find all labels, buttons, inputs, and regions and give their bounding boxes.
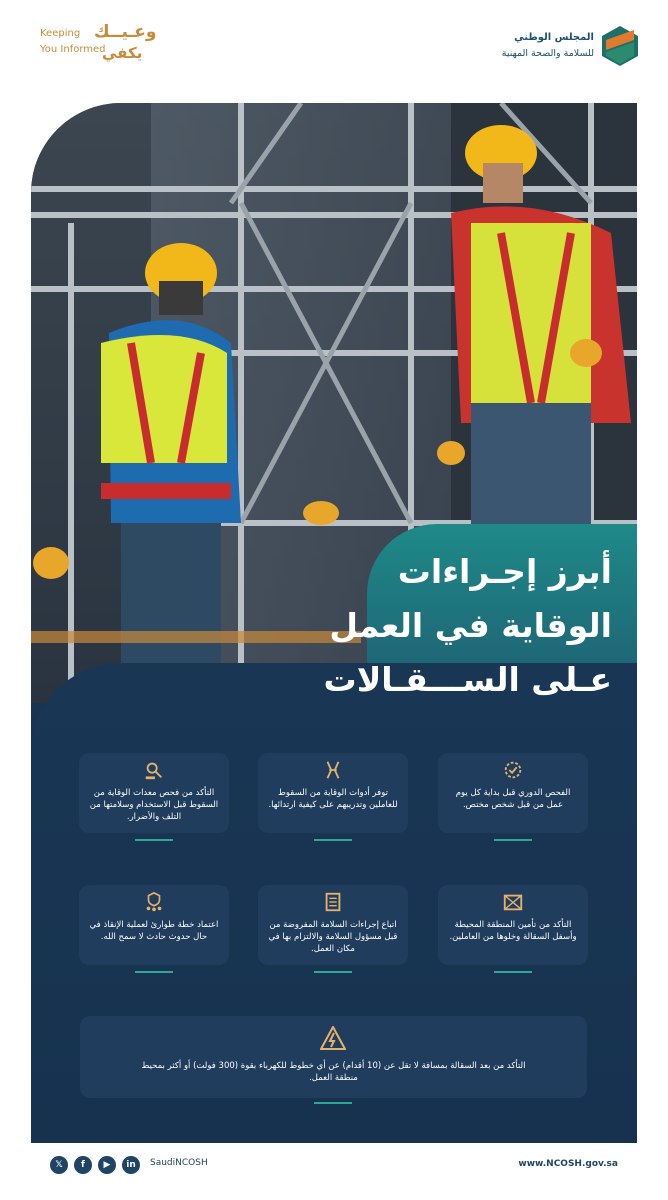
- ncosh-logo-icon: [602, 26, 638, 66]
- youtube-icon[interactable]: ▶: [98, 1156, 116, 1174]
- website-link[interactable]: www.NCOSH.gov.sa: [518, 1159, 618, 1169]
- tip-card: [79, 885, 229, 965]
- tip-text: التأكد من بعد السقالة بمسافة لا تقل عن (10 أقدام) عن أي خطوط للكهرباء بقوة (300 فولت) أو أكثر بمحيط منطقة العمل.: [141, 1061, 526, 1083]
- safety-harness-icon: [322, 759, 344, 781]
- tip-text: اعتماد خطة طوارئ لعملية الإنقاذ في حال حدوث حادث لا سمح الله.: [89, 920, 219, 942]
- org-name-line1: المجلس الوطني: [514, 32, 594, 43]
- electric-warning-icon: [320, 1026, 346, 1050]
- tip-text: توفر أدوات الوقاية من السقوط للعاملين وتدريبهم على كيفية ارتدائها.: [268, 788, 398, 810]
- scaffold-icon: [502, 891, 524, 913]
- tip-card: [79, 753, 229, 833]
- gear-check-icon: [502, 759, 524, 781]
- social-handle: SaudiNCOSH: [150, 1158, 208, 1168]
- title-line-1: أبرز إجـراءات: [397, 552, 612, 591]
- tip-text: التأكد من فحص معدات الوقاية من السقوط قبل الاستخدام وسلامتها من التلف والأضرار.: [89, 788, 219, 822]
- divider: [135, 971, 173, 973]
- org-name-line2: للسلامة والصحة المهنية: [501, 48, 594, 59]
- checklist-icon: [322, 891, 344, 913]
- team-shield-icon: [143, 891, 165, 913]
- x-icon[interactable]: 𝕏: [50, 1156, 68, 1174]
- tagline-en-2: You Informed: [40, 44, 106, 55]
- divider: [314, 1102, 352, 1104]
- tip-card: [438, 885, 588, 965]
- divider: [314, 839, 352, 841]
- inspection-icon: [143, 759, 165, 781]
- divider: [494, 971, 532, 973]
- divider: [314, 971, 352, 973]
- tip-text: اتباع إجراءات السلامة المفروضة من قبل مسؤول السلامة والالتزام بها في مكان العمل.: [268, 920, 398, 954]
- tip-card: [258, 753, 408, 833]
- title-line-2: الوقاية في العمل: [329, 606, 612, 645]
- tagline-ar-1: وعـيــك: [94, 22, 157, 42]
- tagline: [40, 22, 157, 62]
- divider: [135, 839, 173, 841]
- tip-card: [438, 753, 588, 833]
- divider: [494, 839, 532, 841]
- tagline-ar-2: يكفي: [102, 44, 143, 62]
- tagline-en-1: Keeping: [40, 28, 81, 39]
- title-line-3: عـلى الســـقـالات: [323, 660, 612, 699]
- organization-logo: [478, 26, 638, 70]
- facebook-icon[interactable]: f: [74, 1156, 92, 1174]
- tip-text: التأكد من تأمين المنطقة المحيطة وأسفل السقالة وخلوها من العاملين.: [449, 920, 577, 942]
- tip-card-wide: [80, 1016, 587, 1098]
- linkedin-icon[interactable]: in: [122, 1156, 140, 1174]
- tip-card: [258, 885, 408, 965]
- tip-text: الفحص الدوري قبل بداية كل يوم عمل من قبل شخص مختص.: [455, 788, 571, 810]
